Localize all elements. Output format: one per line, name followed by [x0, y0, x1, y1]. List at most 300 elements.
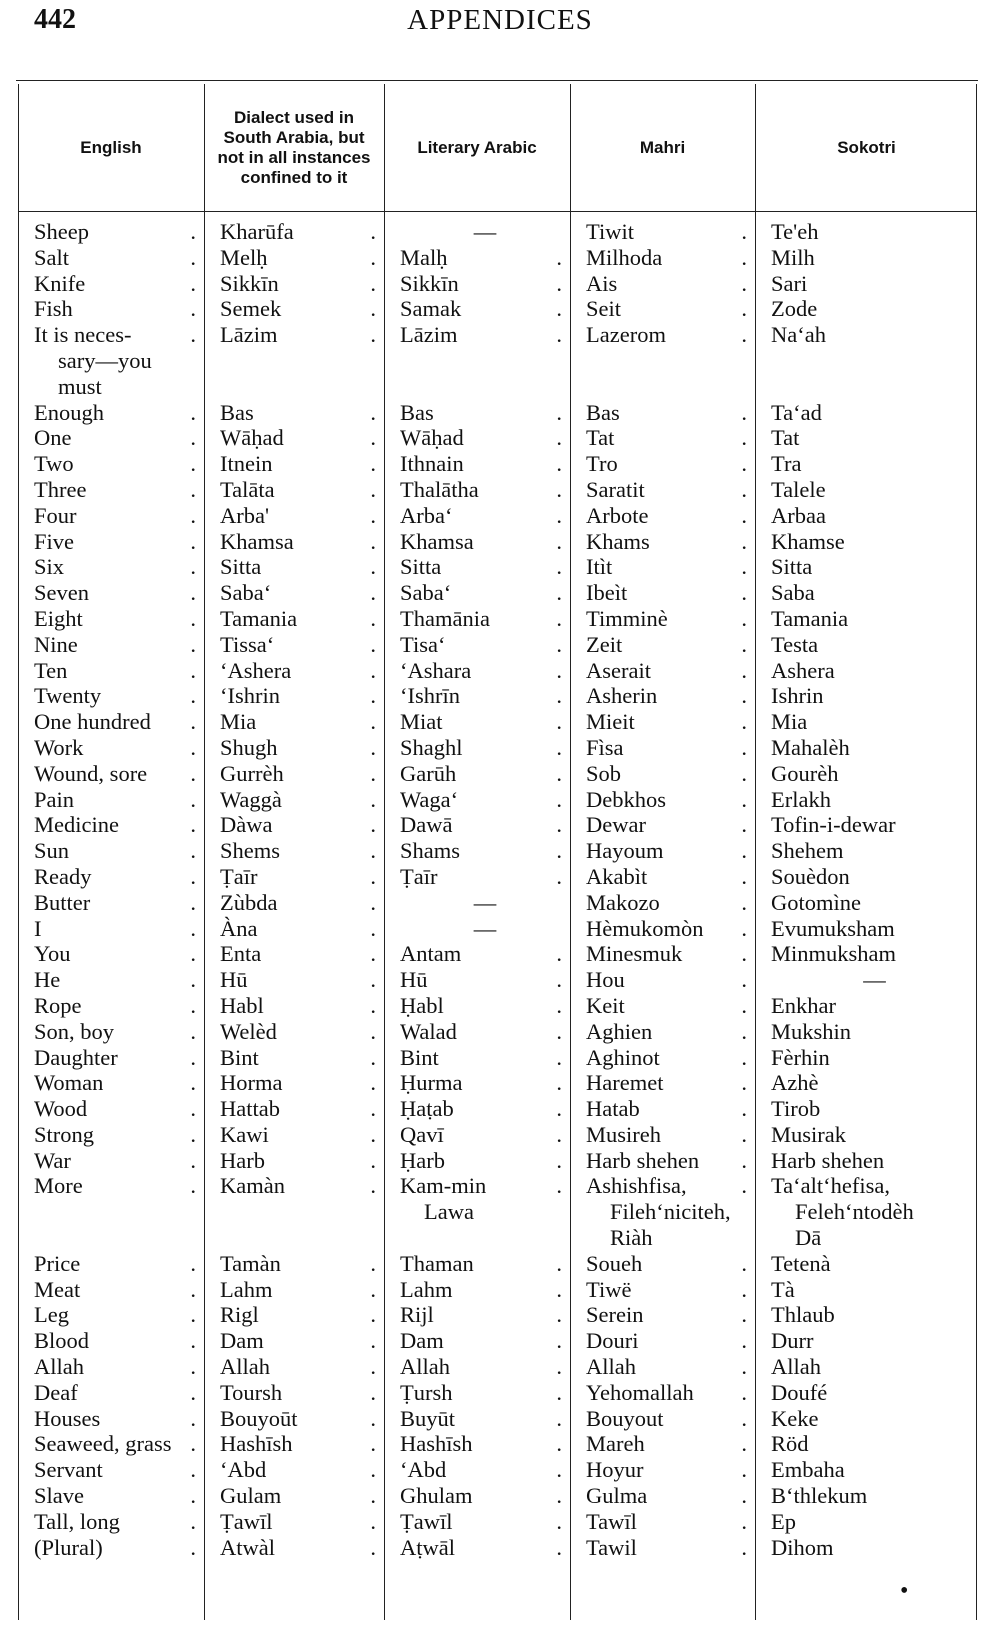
- table-row: [18, 477, 978, 503]
- english-cell: [18, 322, 204, 399]
- sokotri-cell: [755, 864, 978, 890]
- cell-line: Six: [34, 554, 65, 580]
- sokotri-cell: [755, 1457, 978, 1483]
- cell-line: Àna: [220, 915, 258, 941]
- cell-line: Houses: [34, 1405, 101, 1431]
- english-cell: [18, 1406, 204, 1432]
- cell-line: Aghien: [586, 1018, 653, 1044]
- cell-line: Lāzim: [220, 322, 278, 348]
- cell-line: Bouyout: [586, 1405, 664, 1431]
- sokotri-cell: [755, 1277, 978, 1303]
- cell-line: Shehem: [771, 838, 844, 864]
- table-row: [18, 1251, 978, 1277]
- english-cell: [18, 1019, 204, 1045]
- cell-line: Saba‘: [220, 580, 272, 606]
- mahri-cell: [570, 451, 755, 477]
- cell-line: Thlaub: [771, 1302, 835, 1328]
- cell-line: Ibeìt: [586, 580, 628, 606]
- mahri-cell: [570, 1509, 755, 1535]
- english-cell: [18, 245, 204, 271]
- dialect-cell: [204, 787, 384, 813]
- cell-line: Sitta: [771, 554, 813, 580]
- dialect-cell: [204, 1045, 384, 1071]
- cell-line: Hattab: [220, 1096, 280, 1122]
- cell-line: Lawa: [424, 1199, 474, 1225]
- literary-arabic-cell: [384, 1251, 570, 1277]
- table-row: [18, 658, 978, 684]
- dialect-cell: [204, 1173, 384, 1250]
- dialect-cell: [204, 632, 384, 658]
- cell-line: Garūh: [400, 760, 457, 786]
- table-row: [18, 993, 978, 1019]
- mahri-cell: [570, 967, 755, 993]
- cell-line: Dawā: [400, 812, 453, 838]
- table-row: [18, 1148, 978, 1174]
- mahri-cell: [570, 787, 755, 813]
- dialect-cell: [204, 1457, 384, 1483]
- literary-arabic-cell: [384, 1277, 570, 1303]
- cell-line: Akabìt: [586, 863, 648, 889]
- sokotri-cell: [755, 1251, 978, 1277]
- sokotri-cell: [755, 812, 978, 838]
- mahri-cell: [570, 219, 755, 245]
- mahri-cell: [570, 812, 755, 838]
- english-cell: [18, 812, 204, 838]
- literary-arabic-cell: [384, 1148, 570, 1174]
- cell-line: —: [473, 219, 497, 244]
- cell-line: Aserait: [586, 657, 651, 683]
- cell-line: sary—you: [58, 347, 152, 373]
- cell-line: Keit: [586, 992, 625, 1018]
- cell-line: Itnein: [220, 451, 273, 477]
- cell-line: Röd: [771, 1431, 809, 1457]
- sokotri-cell: [755, 529, 978, 555]
- english-cell: [18, 477, 204, 503]
- cell-line: Khams: [586, 528, 650, 554]
- literary-arabic-cell: [384, 477, 570, 503]
- cell-line: Tawīl: [586, 1508, 637, 1534]
- english-cell: [18, 1509, 204, 1535]
- dialect-cell: [204, 916, 384, 942]
- table-row: [18, 606, 978, 632]
- mahri-cell: [570, 658, 755, 684]
- english-cell: [18, 658, 204, 684]
- cell-line: Ashishfisa,: [586, 1173, 687, 1199]
- cell-line: Seit: [586, 296, 622, 322]
- cell-line: Tiwë: [586, 1276, 632, 1302]
- cell-line: You: [34, 941, 71, 967]
- cell-line: Horma: [220, 1070, 283, 1096]
- mahri-cell: [570, 890, 755, 916]
- cell-line: Sitta: [400, 554, 442, 580]
- table-row: [18, 916, 978, 942]
- english-cell: [18, 606, 204, 632]
- literary-arabic-cell: [384, 296, 570, 322]
- sokotri-cell: [755, 1406, 978, 1432]
- cell-line: Rigl: [220, 1302, 259, 1328]
- cell-line: Gotomìne: [771, 889, 861, 915]
- cell-line: Hou: [586, 967, 625, 993]
- cell-line: Dam: [220, 1328, 264, 1354]
- cell-line: Lazerom: [586, 322, 666, 348]
- literary-arabic-cell: [384, 245, 570, 271]
- literary-arabic-cell: [384, 916, 570, 942]
- cell-line: Tirob: [771, 1096, 821, 1122]
- mahri-cell: [570, 400, 755, 426]
- english-cell: [18, 761, 204, 787]
- dialect-cell: [204, 890, 384, 916]
- cell-line: Tra: [771, 451, 802, 477]
- mahri-cell: [570, 1173, 755, 1250]
- cell-line: Mia: [220, 709, 257, 735]
- cell-line: Tamania: [220, 605, 298, 631]
- sokotri-cell: [755, 1380, 978, 1406]
- literary-arabic-cell: [384, 1122, 570, 1148]
- cell-line: Salt: [34, 244, 70, 270]
- table-row: [18, 451, 978, 477]
- literary-arabic-cell: [384, 1328, 570, 1354]
- sokotri-cell: [755, 1122, 978, 1148]
- dialect-cell: [204, 1406, 384, 1432]
- table-row: [18, 967, 978, 993]
- sokotri-cell: [755, 219, 978, 245]
- sokotri-cell: [755, 1070, 978, 1096]
- table-row: [18, 219, 978, 245]
- vocabulary-table: [18, 219, 978, 1560]
- dialect-cell: [204, 735, 384, 761]
- cell-line: Mukshin: [771, 1018, 852, 1044]
- cell-line: Tamania: [771, 605, 849, 631]
- literary-arabic-cell: [384, 735, 570, 761]
- cell-line: One hundred: [34, 709, 151, 735]
- literary-arabic-cell: [384, 322, 570, 399]
- cell-line: Mahalèh: [771, 734, 850, 760]
- english-cell: [18, 1096, 204, 1122]
- cell-line: Wound, sore: [34, 760, 148, 786]
- sokotri-cell: [755, 1354, 978, 1380]
- cell-line: Ta‘ad: [771, 399, 822, 425]
- mahri-cell: [570, 1122, 755, 1148]
- cell-line: Milhoda: [586, 244, 663, 270]
- mahri-cell: [570, 1457, 755, 1483]
- table-row: [18, 1328, 978, 1354]
- literary-arabic-cell: [384, 451, 570, 477]
- cell-line: War: [34, 1147, 71, 1173]
- cell-line: Seven: [34, 580, 89, 606]
- table-row: [18, 838, 978, 864]
- dialect-cell: [204, 1277, 384, 1303]
- dialect-cell: [204, 296, 384, 322]
- cell-line: must: [58, 373, 102, 399]
- literary-arabic-cell: [384, 1302, 570, 1328]
- english-cell: [18, 993, 204, 1019]
- dialect-cell: [204, 1354, 384, 1380]
- cell-line: Kamàn: [220, 1173, 285, 1199]
- cell-line: Zeit: [586, 631, 623, 657]
- cell-line: Dàwa: [220, 812, 273, 838]
- cell-line: Four: [34, 502, 77, 528]
- english-cell: [18, 1045, 204, 1071]
- cell-line: Tà: [771, 1276, 795, 1302]
- mahri-cell: [570, 1148, 755, 1174]
- sokotri-cell: [755, 787, 978, 813]
- table-row: [18, 1045, 978, 1071]
- cell-line: Semek: [220, 296, 282, 322]
- dialect-cell: [204, 812, 384, 838]
- literary-arabic-cell: [384, 425, 570, 451]
- mahri-cell: [570, 709, 755, 735]
- cell-line: Dā: [795, 1225, 822, 1251]
- cell-line: Allah: [586, 1354, 636, 1380]
- cell-line: Miat: [400, 709, 443, 735]
- literary-arabic-cell: [384, 400, 570, 426]
- cell-line: Deaf: [34, 1379, 78, 1405]
- literary-arabic-cell: [384, 941, 570, 967]
- cell-line: Saratit: [586, 476, 645, 502]
- table-row: [18, 1380, 978, 1406]
- sokotri-cell: [755, 735, 978, 761]
- mahri-cell: [570, 993, 755, 1019]
- cell-line: —: [473, 889, 497, 915]
- running-head: APPENDICES: [407, 4, 593, 36]
- cell-line: Malḥ: [400, 244, 448, 270]
- english-cell: [18, 580, 204, 606]
- cell-line: ‘Abd: [220, 1457, 267, 1483]
- cell-line: Keke: [771, 1405, 819, 1431]
- cell-line: Habl: [220, 992, 264, 1018]
- table-row: [18, 554, 978, 580]
- literary-arabic-cell: [384, 838, 570, 864]
- table-row: [18, 735, 978, 761]
- literary-arabic-cell: [384, 1431, 570, 1457]
- cell-line: Toursh: [220, 1379, 283, 1405]
- literary-arabic-cell: [384, 632, 570, 658]
- dialect-cell: [204, 451, 384, 477]
- table-row: [18, 1070, 978, 1096]
- cell-line: Knife: [34, 270, 86, 296]
- cell-line: Son, boy: [34, 1018, 115, 1044]
- table-row: [18, 271, 978, 297]
- english-cell: [18, 296, 204, 322]
- table-row: [18, 1096, 978, 1122]
- cell-line: Khamsa: [400, 528, 474, 554]
- cell-line: ‘Ishrin: [220, 683, 280, 709]
- dialect-cell: [204, 400, 384, 426]
- cell-line: Dewar: [586, 812, 646, 838]
- cell-line: Ḥurma: [400, 1070, 463, 1096]
- mahri-cell: [570, 1251, 755, 1277]
- cell-line: Tat: [586, 425, 615, 451]
- mahri-cell: [570, 916, 755, 942]
- cell-line: Bouyoūt: [220, 1405, 298, 1431]
- cell-line: Ṭaīr: [400, 863, 438, 889]
- literary-arabic-cell: [384, 812, 570, 838]
- cell-line: Embaha: [771, 1457, 845, 1483]
- cell-line: Hèmukomòn: [586, 915, 704, 941]
- table-row: [18, 1122, 978, 1148]
- cell-line: Daughter: [34, 1044, 118, 1070]
- table-row: [18, 1354, 978, 1380]
- dialect-cell: [204, 1251, 384, 1277]
- cell-line: Sitta: [220, 554, 262, 580]
- sokotri-cell: [755, 503, 978, 529]
- cell-line: Hashīsh: [220, 1431, 293, 1457]
- cell-line: Ḥarb: [400, 1147, 445, 1173]
- header-rule: [18, 211, 976, 212]
- cell-line: Melḥ: [220, 244, 268, 270]
- cell-line: Ḥaṭab: [400, 1096, 454, 1122]
- english-cell: [18, 1457, 204, 1483]
- cell-line: Itìt: [586, 554, 613, 580]
- cell-line: Erlakh: [771, 786, 831, 812]
- cell-line: Makozo: [586, 889, 660, 915]
- column-header-mahri: Mahri: [639, 138, 686, 157]
- mahri-cell: [570, 554, 755, 580]
- sokotri-cell: [755, 658, 978, 684]
- cell-line: Two: [34, 451, 74, 477]
- english-cell: [18, 1354, 204, 1380]
- cell-line: Riàh: [610, 1225, 653, 1251]
- sokotri-cell: [755, 606, 978, 632]
- literary-arabic-cell: [384, 529, 570, 555]
- cell-line: Leg: [34, 1302, 69, 1328]
- literary-arabic-cell: [384, 1535, 570, 1561]
- cell-line: Enkhar: [771, 992, 836, 1018]
- dialect-cell: [204, 941, 384, 967]
- cell-line: Waggà: [220, 786, 282, 812]
- cell-line: Twenty: [34, 683, 102, 709]
- cell-line: ‘Ashara: [400, 657, 472, 683]
- literary-arabic-cell: [384, 1509, 570, 1535]
- cell-line: ‘Abd: [400, 1457, 447, 1483]
- cell-line: Haremet: [586, 1070, 664, 1096]
- table-row: [18, 1483, 978, 1509]
- cell-line: Tro: [586, 451, 618, 477]
- cell-line: Thalātha: [400, 476, 479, 502]
- cell-line: Tisa‘: [400, 631, 446, 657]
- cell-line: Bas: [400, 399, 434, 425]
- cell-line: Ḥabl: [400, 992, 444, 1018]
- mahri-cell: [570, 1431, 755, 1457]
- cell-line: Blood: [34, 1328, 90, 1354]
- mahri-cell: [570, 529, 755, 555]
- sokotri-cell: [755, 1173, 978, 1250]
- stray-mark: •: [900, 1578, 909, 1604]
- table-row: [18, 1019, 978, 1045]
- english-cell: [18, 1277, 204, 1303]
- cell-line: Arba‘: [400, 502, 453, 528]
- cell-line: Aṭwāl: [400, 1534, 455, 1560]
- english-cell: [18, 838, 204, 864]
- mahri-cell: [570, 1328, 755, 1354]
- cell-line: Tamàn: [220, 1250, 281, 1276]
- cell-line: Sun: [34, 838, 70, 864]
- cell-line: Lahm: [400, 1276, 453, 1302]
- table-row: [18, 1277, 978, 1303]
- mahri-cell: [570, 1302, 755, 1328]
- english-cell: [18, 632, 204, 658]
- cell-line: B‘thlekum: [771, 1483, 868, 1509]
- dialect-cell: [204, 1328, 384, 1354]
- literary-arabic-cell: [384, 967, 570, 993]
- cell-line: Serein: [586, 1302, 644, 1328]
- sokotri-cell: [755, 1148, 978, 1174]
- cell-line: Zode: [771, 296, 818, 322]
- mahri-cell: [570, 322, 755, 399]
- english-cell: [18, 1251, 204, 1277]
- mahri-cell: [570, 1535, 755, 1561]
- cell-line: Seaweed, grass: [34, 1431, 172, 1457]
- mahri-cell: [570, 425, 755, 451]
- sokotri-cell: [755, 916, 978, 942]
- sokotri-cell: [755, 580, 978, 606]
- table-row: [18, 632, 978, 658]
- dialect-cell: [204, 1431, 384, 1457]
- cell-line: Kharūfa: [220, 219, 294, 244]
- cell-line: ‘Ishrīn: [400, 683, 460, 709]
- cell-line: Timminè: [586, 605, 668, 631]
- cell-line: He: [34, 967, 61, 993]
- cell-line: —: [863, 967, 886, 993]
- mahri-cell: [570, 1483, 755, 1509]
- cell-line: Tofin-i-dewar: [771, 812, 896, 838]
- cell-line: Hatab: [586, 1096, 640, 1122]
- cell-line: Ais: [586, 270, 618, 296]
- cell-line: Bint: [220, 1044, 259, 1070]
- cell-line: ‘Ashera: [220, 657, 292, 683]
- english-cell: [18, 1148, 204, 1174]
- cell-line: Mareh: [586, 1431, 645, 1457]
- literary-arabic-cell: [384, 219, 570, 245]
- cell-line: Khamse: [771, 528, 845, 554]
- sokotri-cell: [755, 890, 978, 916]
- cell-line: Bas: [586, 399, 620, 425]
- english-cell: [18, 219, 204, 245]
- english-cell: [18, 1431, 204, 1457]
- table-row: [18, 245, 978, 271]
- english-cell: [18, 864, 204, 890]
- cell-line: Debkhos: [586, 786, 666, 812]
- dialect-cell: [204, 554, 384, 580]
- cell-line: Wāḥad: [400, 425, 464, 451]
- cell-line: Te'eh: [771, 219, 819, 244]
- english-cell: [18, 425, 204, 451]
- column-header-dialect: Dialect used in South Arabia, but not in all instances confined to it: [217, 108, 371, 187]
- dialect-cell: [204, 477, 384, 503]
- dialect-cell: [204, 1380, 384, 1406]
- english-cell: [18, 683, 204, 709]
- sokotri-cell: [755, 271, 978, 297]
- literary-arabic-cell: [384, 1354, 570, 1380]
- literary-arabic-cell: [384, 1457, 570, 1483]
- sokotri-cell: [755, 632, 978, 658]
- table-row: [18, 322, 978, 399]
- cell-line: Five: [34, 528, 75, 554]
- mahri-cell: [570, 632, 755, 658]
- sokotri-cell: [755, 1483, 978, 1509]
- table-row: [18, 787, 978, 813]
- literary-arabic-cell: [384, 503, 570, 529]
- cell-line: Tetenà: [771, 1250, 831, 1276]
- cell-line: Fish: [34, 296, 73, 322]
- cell-line: Fèrhin: [771, 1044, 830, 1070]
- literary-arabic-cell: [384, 1019, 570, 1045]
- sokotri-cell: [755, 1019, 978, 1045]
- cell-line: Minmuksham: [771, 941, 897, 967]
- dialect-cell: [204, 1019, 384, 1045]
- cell-line: Talāta: [220, 476, 275, 502]
- english-cell: [18, 1483, 204, 1509]
